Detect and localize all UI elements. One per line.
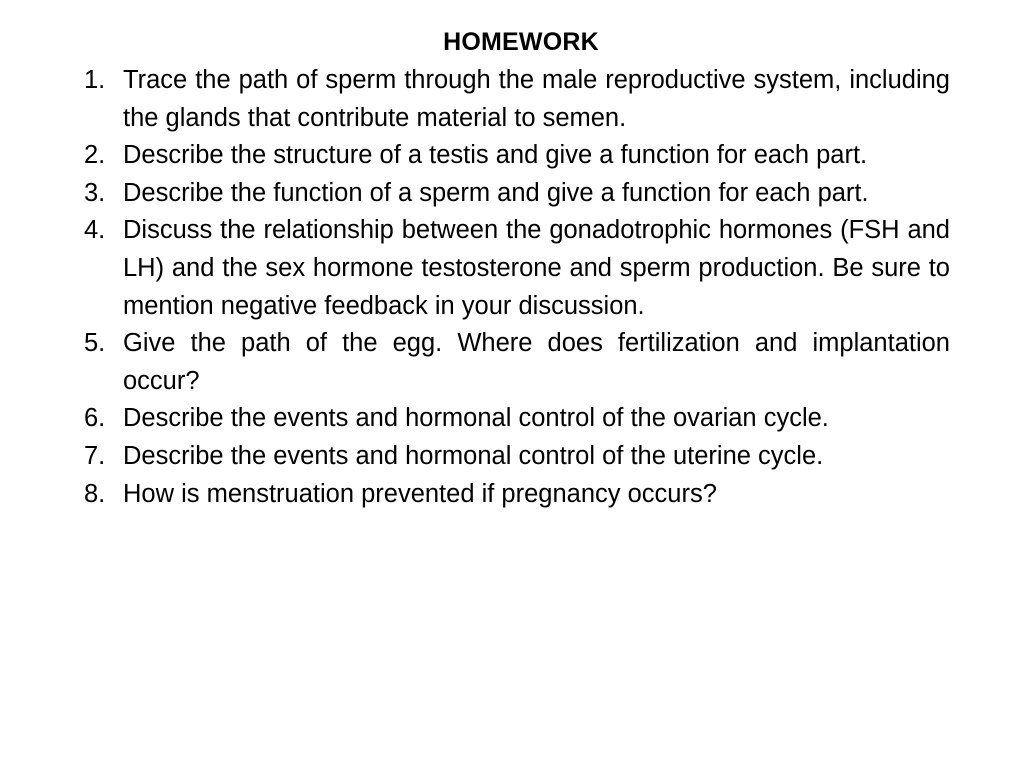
list-item <box>84 438 950 476</box>
list-item-number: 6. <box>84 404 106 433</box>
list-item-number: 7. <box>84 441 106 470</box>
homework-list <box>84 62 950 513</box>
list-item <box>84 212 950 325</box>
list-item <box>84 400 950 438</box>
list-item-text: Describe the structure of a testis and give a function for each part. <box>123 141 868 170</box>
list-item-number: 2. <box>84 141 106 170</box>
list-item <box>84 137 950 175</box>
list-item-number: 1. <box>84 66 106 94</box>
list-item-text: Describe the events and hormonal control of the ovarian cycle. <box>123 404 829 433</box>
list-item-text: How is menstruation prevented if pregnancy occurs? <box>123 479 717 508</box>
list-item-text: Describe the function of a sperm and give a function for each part. <box>123 178 869 207</box>
list-item-text: Discuss the relationship between the gonadotrophic hormones (FSH and LH) and the sex hormone testosterone and sperm production. Be sure to mention negative feedback in your discussion. <box>123 216 950 320</box>
list-item-number: 3. <box>84 178 106 207</box>
list-item <box>84 175 950 213</box>
list-item <box>84 476 950 514</box>
list-item-text: Describe the events and hormonal control of the uterine cycle. <box>123 441 824 470</box>
list-item-number: 8. <box>84 479 106 508</box>
list-item <box>84 62 950 137</box>
list-item-number: 4. <box>84 216 106 245</box>
list-item <box>84 325 950 400</box>
list-item-number: 5. <box>84 329 106 358</box>
page-title: HOMEWORK <box>443 28 599 56</box>
list-item-text: Give the path of the egg. Where does fertilization and implantation occur? <box>123 329 950 395</box>
list-item-text: Trace the path of sperm through the male reproductive system, including the glands that contribute material to semen. <box>123 66 950 132</box>
